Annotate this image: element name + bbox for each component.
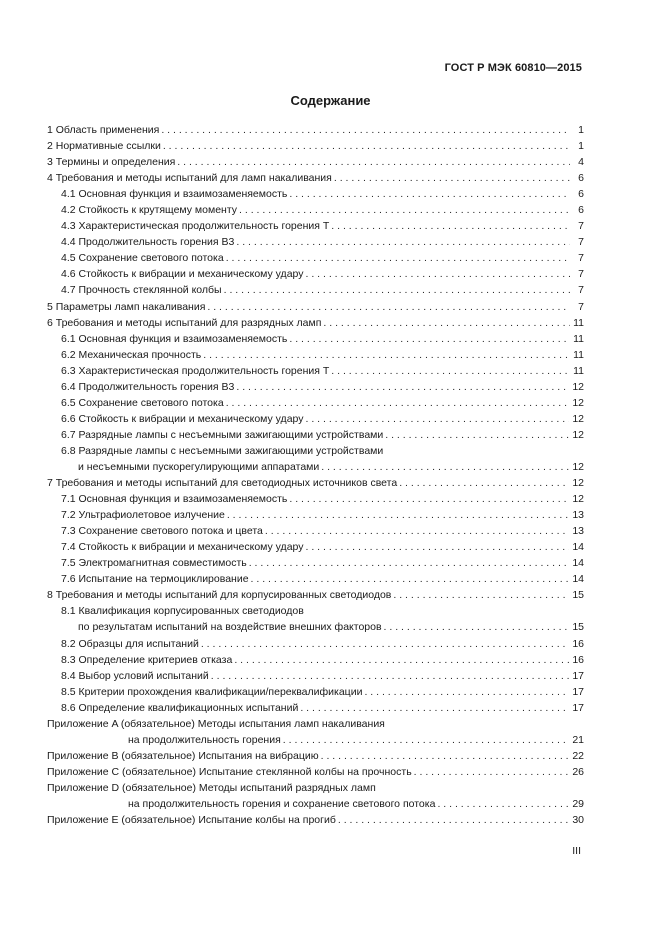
toc-entry-label: 7.2 Ультрафиолетовое излучение [61,509,225,522]
dot-leader [306,411,570,427]
dot-leader [289,491,569,507]
dot-leader [414,764,570,780]
dot-leader [207,299,570,315]
toc-entry-page: 12 [572,493,584,506]
toc-entry-page: 6 [578,172,584,185]
toc-entry-page: 15 [572,621,584,634]
toc-entry-page: 14 [572,541,584,554]
toc-entry-label: Приложение E (обязательное) Испытание колбы на прогиб [47,814,336,827]
toc-entry-label: на продолжительность горения и сохранение светового потока [128,797,436,810]
toc-entry[interactable] [47,315,584,331]
toc-entry-page: 13 [572,509,584,522]
toc-entry-label: 8.2 Образцы для испытаний [61,637,199,650]
toc-entry[interactable] [47,780,584,812]
toc-entry-label: по результатам испытаний на воздействие внешних факторов [78,621,382,634]
table-of-contents [47,122,584,828]
toc-entry[interactable] [47,812,584,828]
toc-entry[interactable] [47,571,584,587]
toc-entry-label: 6.2 Механическая прочность [61,348,202,361]
dot-leader [201,636,570,652]
toc-entry[interactable] [47,250,584,266]
toc-entry-label: 2 Нормативные ссылки [47,140,161,153]
toc-entry-page: 15 [572,589,584,602]
dot-leader [227,507,569,523]
toc-entry-page: 6 [578,204,584,217]
dot-leader [226,395,570,411]
toc-entry-label: Приложение C (обязательное) Испытание стеклянной колбы на прочность [47,765,412,778]
toc-entry[interactable] [47,652,584,668]
toc-entry-page: 7 [578,300,584,313]
dot-leader [239,202,570,218]
toc-entry-page: 6 [578,188,584,201]
toc-entry-page: 1 [578,140,584,153]
toc-entry-label: 4.2 Стойкость к крутящему моменту [61,204,238,217]
toc-entry-page: 14 [572,557,584,570]
dot-leader [249,555,570,571]
toc-entry[interactable] [47,748,584,764]
toc-entry-page: 12 [572,428,584,441]
dot-leader [306,539,570,555]
toc-entry-label: 6.4 Продолжительность горения B3 [61,380,235,393]
dot-leader [224,282,570,298]
toc-entry-label: 3 Термины и определения [47,156,176,169]
dot-leader [331,363,570,379]
toc-entry-page: 12 [572,460,584,473]
toc-entry-label: 4.3 Характеристическая продолжительность горения T [61,220,330,233]
toc-entry-label: 4.4 Продолжительность горения B3 [61,236,235,249]
toc-entry-page: 14 [572,573,584,586]
toc-entry-label: и несъемными пускорегулирующими аппаратами [78,460,320,473]
dot-leader [323,315,570,331]
toc-entry[interactable] [47,716,584,748]
dot-leader [399,475,569,491]
dot-leader [234,652,569,668]
toc-entry[interactable] [47,507,584,523]
toc-entry[interactable] [47,443,584,475]
toc-entry-page: 7 [578,268,584,281]
toc-entry-label: 7.1 Основная функция и взаимозаменяемость [61,493,288,506]
toc-entry-page: 13 [572,525,584,538]
toc-entry[interactable] [47,154,584,170]
toc-entry-label: 4.5 Сохранение светового потока [61,252,224,265]
dot-leader [236,379,569,395]
toc-entry-page: 7 [578,220,584,233]
toc-entry-label: 7.6 Испытание на термоциклирование [61,573,249,586]
toc-entry-page: 30 [572,814,584,827]
toc-entry[interactable] [47,636,584,652]
dot-leader [177,154,570,170]
toc-entry[interactable] [47,523,584,539]
toc-entry-label: 8 Требования и методы испытаний для корпусированных светодиодов [47,589,392,602]
toc-entry[interactable] [47,299,584,315]
toc-entry-page: 26 [572,765,584,778]
toc-entry-page: 12 [572,412,584,425]
toc-entry[interactable] [47,138,584,154]
dot-leader [163,138,570,154]
toc-entry-page: 16 [572,637,584,650]
toc-entry-label: 4.1 Основная функция и взаимозаменяемость [61,188,288,201]
toc-entry[interactable] [47,218,584,234]
toc-entry[interactable] [47,363,584,379]
toc-entry[interactable] [47,186,584,202]
dot-leader [331,218,570,234]
toc-entry-page: 7 [578,284,584,297]
toc-entry-page: 11 [573,332,584,345]
page-folio: III [572,845,581,857]
toc-entry-label: 6.8 Разрядные лампы с несъемными зажигающими устройствами [61,444,384,457]
dot-leader [385,427,569,443]
toc-entry[interactable] [47,122,584,138]
dot-leader [321,459,569,475]
toc-entry[interactable] [47,282,584,298]
dot-leader [289,331,570,347]
toc-entry-label: 4 Требования и методы испытаний для ламп накаливания [47,172,332,185]
dot-leader [364,684,569,700]
dot-leader [161,122,570,138]
dot-leader [265,523,569,539]
dot-leader [306,266,571,282]
toc-entry-label: 6.6 Стойкость к вибрации и механическому удару [61,412,304,425]
dot-leader [226,250,570,266]
toc-entry[interactable] [47,491,584,507]
toc-entry-page: 11 [573,364,584,377]
toc-entry-label: 4.6 Стойкость к вибрации и механическому удару [61,268,304,281]
toc-entry-page: 16 [572,653,584,666]
dot-leader [283,732,570,748]
toc-entry-page: 12 [572,477,584,490]
toc-entry-page: 17 [572,669,584,682]
toc-entry-label: 7.3 Сохранение светового потока и цвета [61,525,263,538]
toc-entry[interactable] [47,764,584,780]
toc-entry-page: 7 [578,236,584,249]
toc-entry-page: 17 [572,701,584,714]
toc-entry[interactable] [47,555,584,571]
dot-leader [203,347,570,363]
toc-entry[interactable] [47,587,584,603]
dot-leader [289,186,570,202]
toc-entry-label: 6.3 Характеристическая продолжительность горения T [61,364,330,377]
toc-entry-label: Приложение A (обязательное) Методы испытания ламп накаливания [47,717,385,730]
toc-entry-page: 4 [578,156,584,169]
dot-leader [437,796,569,812]
toc-entry-label: 6 Требования и методы испытаний для разрядных ламп [47,316,322,329]
toc-entry-page: 22 [572,749,584,762]
dot-leader [338,812,569,828]
toc-entry-page: 17 [572,685,584,698]
toc-entry[interactable] [47,700,584,716]
dot-leader [251,571,570,587]
dot-leader [334,170,570,186]
toc-entry-label: 8.3 Определение критериев отказа [61,653,233,666]
toc-entry[interactable] [47,395,584,411]
toc-entry[interactable] [47,427,584,443]
toc-entry[interactable] [47,668,584,684]
page-title: Содержание [290,93,371,108]
toc-entry[interactable] [47,347,584,363]
dot-leader [384,619,570,635]
toc-entry-label: 1 Область применения [47,124,160,136]
dot-leader [393,587,569,603]
toc-entry[interactable] [47,331,584,347]
toc-entry[interactable] [47,202,584,218]
toc-entry[interactable] [47,684,584,700]
toc-entry-page: 21 [572,733,584,746]
toc-entry[interactable] [47,266,584,282]
toc-entry-label: Приложение D (обязательное) Методы испытаний разрядных ламп [47,781,376,794]
dot-leader [300,700,569,716]
toc-entry-page: 11 [573,348,584,361]
toc-entry-label: 6.5 Сохранение светового потока [61,396,224,409]
toc-entry-label: Приложение B (обязательное) Испытания на вибрацию [47,749,319,762]
toc-entry-label: 7.4 Стойкость к вибрации и механическому удару [61,541,304,554]
toc-entry-label: 4.7 Прочность стеклянной колбы [61,284,222,297]
toc-entry[interactable] [47,603,584,635]
toc-entry-page: 1 [578,124,584,136]
toc-entry-label: 6.1 Основная функция и взаимозаменяемость [61,332,288,345]
toc-entry-label: 5 Параметры ламп накаливания [47,300,206,313]
toc-entry[interactable] [47,539,584,555]
toc-entry-label: 8.4 Выбор условий испытаний [61,669,209,682]
toc-entry-page: 12 [572,396,584,409]
dot-leader [236,234,570,250]
toc-entry-label: 8.1 Квалификация корпусированных светодиодов [61,605,304,618]
toc-entry-page: 12 [572,380,584,393]
toc-entry-label: на продолжительность горения [128,733,281,746]
toc-entry[interactable] [47,475,584,491]
dot-leader [211,668,570,684]
toc-entry[interactable] [47,234,584,250]
toc-entry-page: 7 [578,252,584,265]
toc-entry[interactable] [47,170,584,186]
toc-entry-label: 8.6 Определение квалификационных испытаний [61,701,299,714]
toc-entry-label: 7.5 Электромагнитная совместимость [61,557,247,570]
standard-designation: ГОСТ Р МЭК 60810—2015 [444,62,582,74]
toc-entry-label: 7 Требования и методы испытаний для светодиодных источников света [47,477,398,490]
toc-entry-label: 6.7 Разрядные лампы с несъемными зажигающими устройствами [61,428,384,441]
toc-entry-page: 11 [573,316,584,329]
toc-entry-label: 8.5 Критерии прохождения квалификации/переквалификации [61,685,363,698]
dot-leader [321,748,570,764]
toc-entry[interactable] [47,379,584,395]
toc-entry-page: 29 [572,797,584,810]
toc-entry[interactable] [47,411,584,427]
